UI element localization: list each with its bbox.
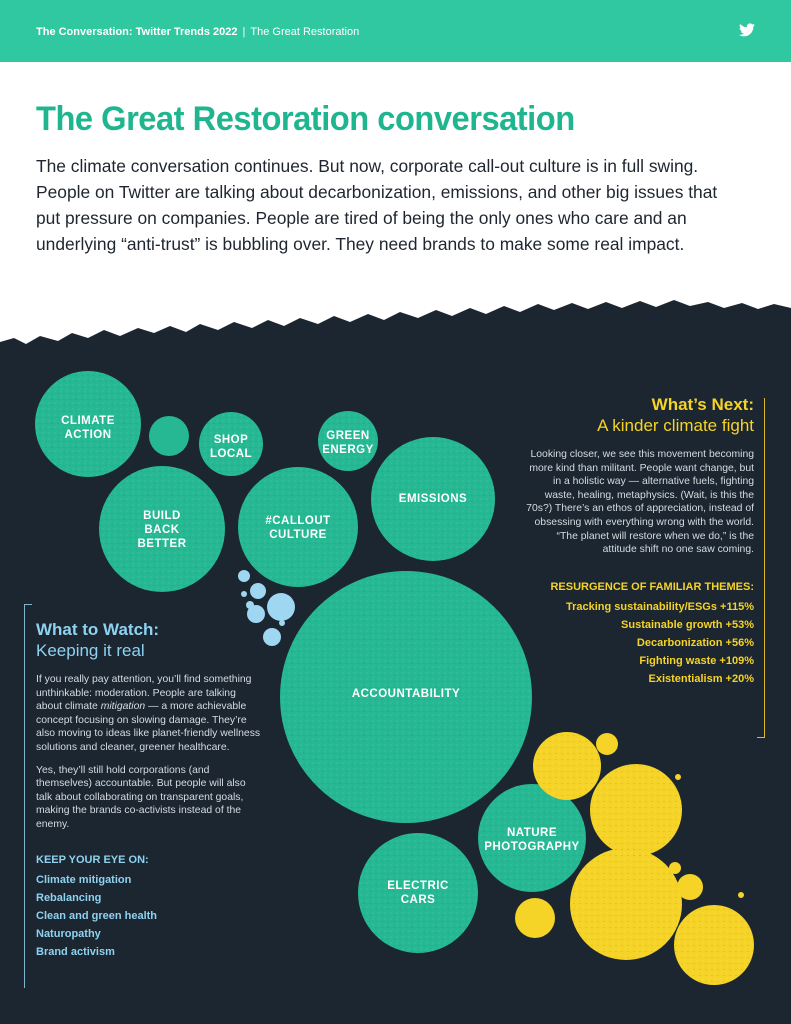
- paragraph-text: — a more achievable concept focusing on slowing damage. They’re also moving to ideas like planet-friendly wellness solutions and cleaner, greener healthcare.: [36, 701, 261, 753]
- bubble-label-callout-culture: #CALLOUT CULTURE: [265, 515, 331, 541]
- what-to-watch-paragraph-1: [36, 673, 261, 755]
- bubble-label-shop-local: SHOP LOCAL: [209, 434, 253, 460]
- bubble-blue-5: [267, 593, 295, 621]
- theme-item: Existentialism +20%: [648, 672, 754, 685]
- whats-next-rule-tick: [757, 737, 765, 738]
- bubble-label-climate-action: CLIMATE ACTION: [61, 415, 115, 441]
- bubble-yellow-10: [738, 892, 744, 898]
- bubble-yellow-6: [515, 898, 555, 938]
- report-title: The Conversation: Twitter Trends 2022: [36, 26, 238, 38]
- section-title: The Great Restoration: [250, 26, 360, 38]
- bubble-label-electric-cars: ELECTRIC CARS: [387, 880, 449, 906]
- eye-on-item: Climate mitigation: [36, 873, 132, 886]
- bubble-blue-7: [263, 628, 281, 646]
- themes-heading: RESURGENCE OF FAMILIAR THEMES:: [550, 580, 754, 593]
- intro-paragraph: The climate conversation continues. But now, corporate call-out culture is in full swing. People on Twitter are talking about decarbonization, emissions, and other big issues that put pressure on companies. People are tired of being the only ones who care and an underlying “anti-trust” is bubbling over. They need brands to make some real impact.: [36, 156, 718, 254]
- page-title: The Great Restoration conversation: [36, 100, 575, 138]
- bubble-small-teal: [149, 416, 189, 456]
- emphasis-text: mitigation: [100, 701, 146, 713]
- bubble-blue-3: [241, 591, 247, 597]
- whats-next-rule: [764, 398, 765, 738]
- header-bar: [0, 0, 791, 62]
- bubble-label-accountability: ACCOUNTABILITY: [351, 688, 461, 700]
- eye-on-item: Clean and green health: [36, 909, 158, 922]
- eye-on-item: Brand activism: [36, 945, 115, 958]
- twitter-bird-icon[interactable]: [739, 23, 755, 37]
- theme-item: Decarbonization +56%: [636, 636, 754, 649]
- what-to-watch-panel: [36, 620, 261, 961]
- eye-on-item: Naturopathy: [36, 927, 101, 940]
- breadcrumb: [36, 26, 359, 38]
- bubble-blue-2: [250, 583, 266, 599]
- bubble-label-nature-photography: NATURE PHOTOGRAPHY: [484, 827, 580, 853]
- whats-next-subtitle: A kinder climate fight: [597, 416, 754, 435]
- keep-your-eye-on-heading: KEEP YOUR EYE ON:: [36, 853, 149, 866]
- bubble-label-green-energy: GREEN ENERGY: [322, 430, 374, 456]
- bubble-blue-8: [279, 620, 285, 626]
- whats-next-body: Looking closer, we see this movement becoming more kind than militant. People want change, but in a holistic way — alternative fuels, fighting waste, healing, metaphysics. (Wait, is this the 70s?) There’s an ethos of appreciation, instead of obsessing with everything wrong with the world. “The planet will restore when we do,” is the attitude shift no one saw coming.: [526, 449, 754, 556]
- breadcrumb-separator: |: [242, 26, 246, 38]
- what-to-watch-rule-tick: [24, 604, 32, 605]
- theme-item: Fighting waste +109%: [639, 654, 754, 667]
- bubble-label-emissions: EMISSIONS: [398, 493, 468, 505]
- paragraph-text: If you really pay attention, you’ll find something unthinkable: moderation. People are talking about climate: [36, 674, 252, 713]
- what-to-watch-paragraph-2: Yes, they’ll still hold corporations (and themselves) accountable. But people will also talk about collaborating on transparent goals, making the brands co-activists instead of the enemy.: [36, 764, 246, 830]
- themes-list: [524, 598, 754, 688]
- bubble-yellow-2: [596, 733, 618, 755]
- whats-next-panel: [524, 395, 754, 688]
- bubble-yellow-4: [675, 774, 681, 780]
- what-to-watch-subtitle: Keeping it real: [36, 641, 145, 660]
- what-to-watch-title: What to Watch:: [36, 620, 160, 639]
- bubble-label-build-back-better: BUILD BACK BETTER: [137, 510, 187, 550]
- bubble-blue-1: [238, 570, 250, 582]
- whats-next-title: What’s Next:: [651, 395, 754, 414]
- keep-your-eye-on-list: [36, 871, 261, 961]
- theme-item: Sustainable growth +53%: [621, 618, 754, 631]
- theme-item: Tracking sustainability/ESGs +115%: [565, 600, 754, 613]
- what-to-watch-rule: [24, 604, 25, 988]
- eye-on-item: Rebalancing: [36, 891, 102, 904]
